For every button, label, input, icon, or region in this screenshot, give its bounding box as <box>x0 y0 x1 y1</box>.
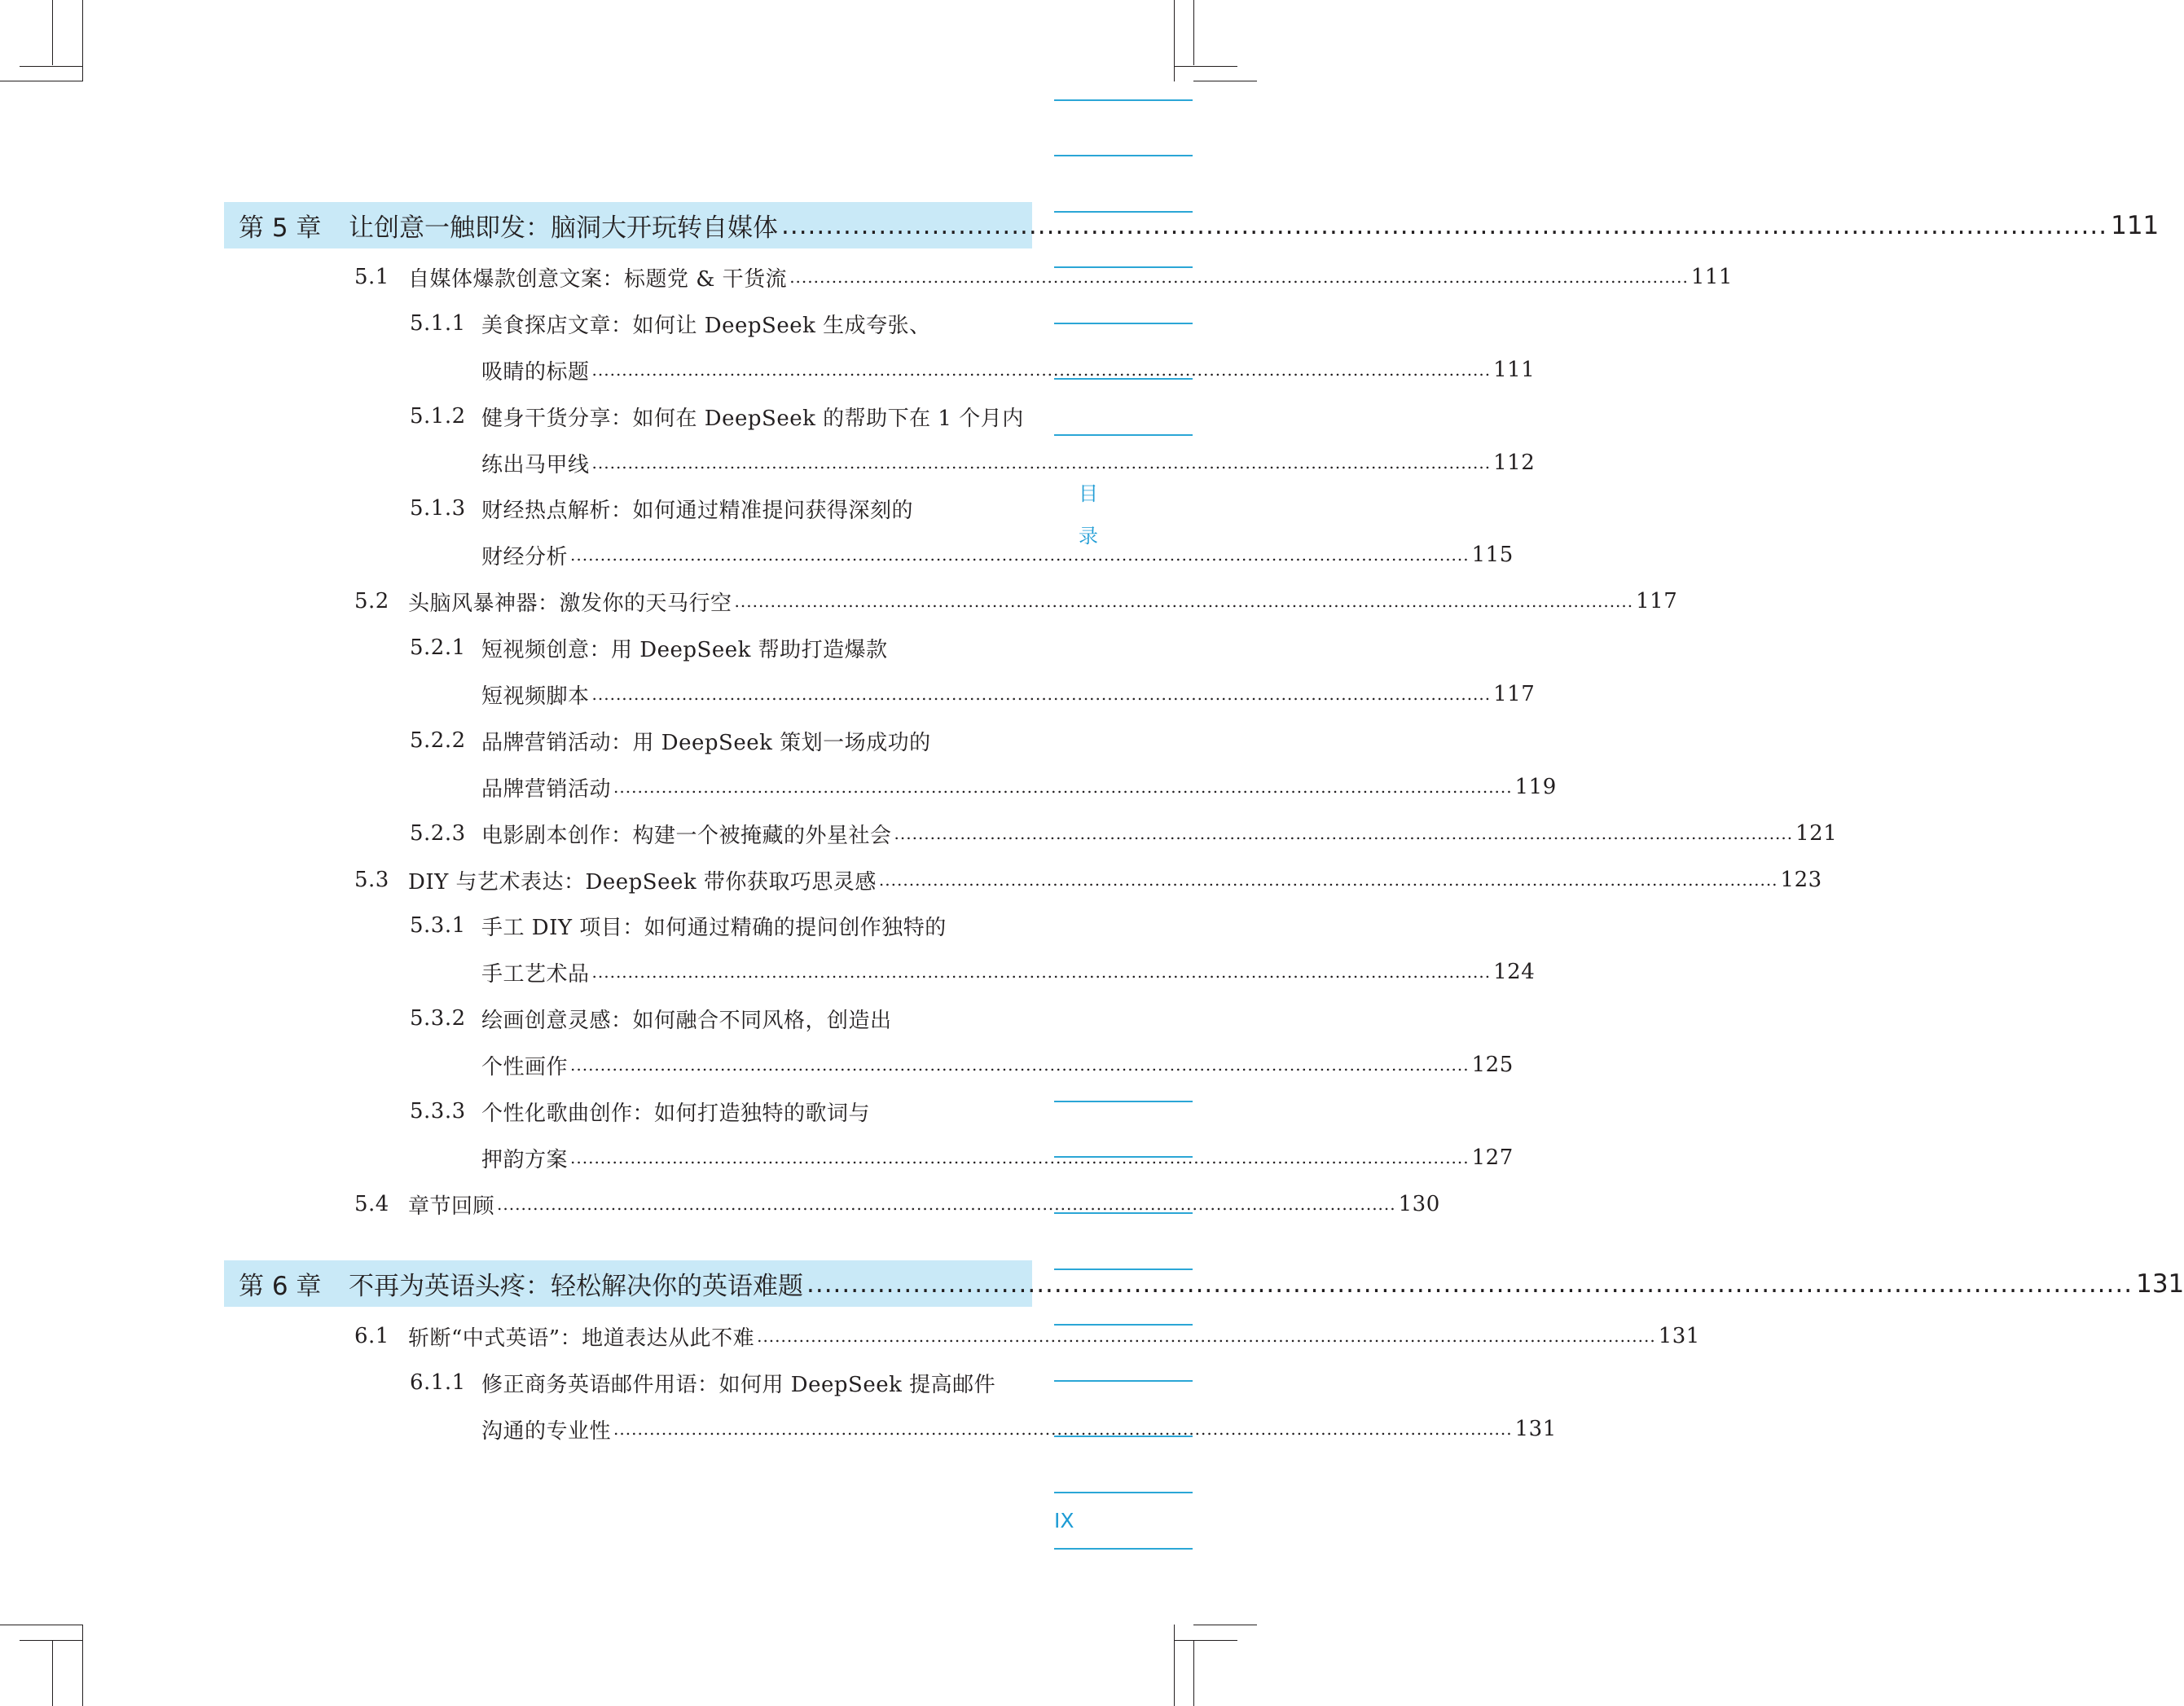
toc-entry-subsection[interactable] <box>410 1366 1019 1399</box>
chapter-number: 第 6 章 <box>239 1272 322 1301</box>
dot-leader: ...................................................................................................................................................... <box>591 360 1492 380</box>
entry-title: 绘画创意灵感：如何融合不同风格，创造出 <box>481 1008 892 1033</box>
margin-rule <box>1054 1101 1193 1102</box>
toc-entry-section[interactable] <box>354 1320 1700 1352</box>
entry-page: 115 <box>1471 543 1514 567</box>
entry-page: 131 <box>1658 1324 1700 1348</box>
crop-mark <box>20 66 83 67</box>
entry-title: 电影剧本创作：构建一个被掩藏的外星社会 <box>481 823 892 848</box>
dot-leader: ...................................................................................................................................................... <box>878 870 1778 890</box>
entry-number: 5.4 <box>354 1192 389 1216</box>
chapter-page: 131 <box>2136 1269 2184 1299</box>
side-label-char: 录 <box>1079 525 1098 547</box>
dot-leader: ...................................................................................................................................................... <box>894 824 1794 843</box>
toc-entry-section[interactable] <box>354 261 1733 293</box>
dot-leader: ...................................................................................................................................................... <box>757 1326 1656 1346</box>
toc-entry-subsection[interactable] <box>410 817 1838 850</box>
crop-mark <box>82 0 83 81</box>
entry-title: 斩断“中式英语”：地道表达从此不难 <box>408 1326 755 1351</box>
entry-page: 125 <box>1471 1053 1514 1077</box>
dot-leader: ...................................................................................................................................................... <box>734 591 1634 611</box>
chapter-title: 让创意一触即发：脑洞大开玩转自媒体 <box>349 213 778 243</box>
crop-mark <box>52 1641 53 1706</box>
entry-number: 6.1.1 <box>410 1370 466 1395</box>
entry-title: 个性画作 <box>481 1054 569 1079</box>
crop-mark <box>1174 1625 1175 1706</box>
entry-number: 5.1.2 <box>410 404 466 429</box>
entry-title: 头脑风暴神器：激发你的天马行空 <box>408 591 732 616</box>
entry-number: 5.1.1 <box>410 311 466 336</box>
entry-page: 123 <box>1780 868 1822 892</box>
margin-rule <box>1054 323 1193 324</box>
dot-leader: ...................................................................................................................................................... <box>613 1419 1513 1439</box>
toc-entry-subsection[interactable] <box>410 1002 1019 1035</box>
entry-title: 短视频脚本 <box>481 684 590 709</box>
entry-title: 自媒体爆款创意文案：标题党 & 干货流 <box>408 266 788 292</box>
entry-page: 117 <box>1493 682 1536 706</box>
crop-mark <box>1174 1640 1237 1641</box>
toc-entry-continuation[interactable] <box>481 539 1514 571</box>
page-number: IX <box>1054 1509 1074 1532</box>
toc-entry-continuation[interactable] <box>481 354 1536 386</box>
entry-page: 111 <box>1690 265 1733 289</box>
entry-page: 117 <box>1636 589 1678 613</box>
entry-number: 5.2.1 <box>410 635 466 660</box>
entry-page: 127 <box>1471 1145 1514 1170</box>
entry-page: 131 <box>1514 1417 1557 1441</box>
entry-number: 5.2.3 <box>410 821 466 846</box>
entry-title: 美食探店文章：如何让 DeepSeek 生成夸张、 <box>481 313 931 338</box>
entry-number: 5.1 <box>354 265 389 289</box>
dot-leader: ...................................................................................................................................................... <box>613 777 1513 797</box>
toc-entry-subsection[interactable] <box>410 400 1024 433</box>
chapter-number: 第 5 章 <box>239 213 322 243</box>
dot-leader: ...................................................................................................................................................... <box>806 1269 2133 1299</box>
toc-entry-subsection[interactable] <box>410 492 1019 525</box>
entry-title: 修正商务英语邮件用语：如何用 DeepSeek 提高邮件 <box>481 1372 996 1397</box>
entry-number: 5.3.1 <box>410 913 466 938</box>
entry-title: 章节回顾 <box>408 1194 495 1219</box>
margin-rule <box>1054 99 1193 101</box>
toc-entry-section[interactable] <box>354 585 1678 618</box>
dot-leader: ...................................................................................................................................................... <box>789 267 1689 287</box>
dot-leader: ...................................................................................................................................................... <box>497 1194 1396 1214</box>
toc-entry-continuation[interactable] <box>481 446 1536 479</box>
entry-title: 财经热点解析：如何通过精准提问获得深刻的 <box>481 498 914 523</box>
entry-page: 119 <box>1514 775 1557 799</box>
toc-entry-subsection[interactable] <box>410 909 1019 942</box>
chapter-heading[interactable] <box>224 202 2160 248</box>
entry-title: 吸睛的标题 <box>481 359 590 385</box>
entry-number: 5.2 <box>354 589 389 613</box>
toc-entry-subsection[interactable] <box>410 1095 1019 1128</box>
chapter-heading[interactable] <box>224 1260 2184 1307</box>
margin-rule <box>1054 434 1193 436</box>
dot-leader: ...................................................................................................................................................... <box>781 210 2108 240</box>
margin-rule <box>1054 1380 1193 1382</box>
dot-leader: ...................................................................................................................................................... <box>570 1055 1470 1075</box>
crop-mark <box>1193 0 1194 65</box>
toc-entry-subsection[interactable] <box>410 724 1019 757</box>
chapter-page: 111 <box>2111 210 2160 240</box>
entry-page: 121 <box>1795 821 1838 846</box>
dot-leader: ...................................................................................................................................................... <box>570 1148 1470 1167</box>
entry-number: 5.3 <box>354 868 389 892</box>
entry-page: 124 <box>1493 960 1536 984</box>
entry-title: 手工 DIY 项目：如何通过精确的提问创作独特的 <box>481 915 947 940</box>
margin-rule <box>1054 155 1193 156</box>
toc-entry-continuation[interactable] <box>481 1049 1514 1081</box>
entry-title: 手工艺术品 <box>481 961 590 987</box>
entry-title: 沟通的专业性 <box>481 1418 612 1444</box>
entry-title: 财经分析 <box>481 544 569 569</box>
toc-entry-continuation[interactable] <box>481 1413 1557 1445</box>
entry-page: 112 <box>1493 451 1536 475</box>
margin-rule <box>1054 1492 1193 1493</box>
entry-number: 5.3.2 <box>410 1006 466 1031</box>
toc-entry-section[interactable] <box>354 864 1822 896</box>
toc-entry-continuation[interactable] <box>481 956 1536 988</box>
entry-number: 5.1.3 <box>410 496 466 521</box>
dot-leader: ...................................................................................................................................................... <box>591 962 1492 982</box>
crop-mark <box>82 1625 83 1706</box>
chapter-title: 不再为英语头疼：轻松解决你的英语难题 <box>349 1272 803 1301</box>
entry-title: 短视频创意：用 DeepSeek 帮助打造爆款 <box>481 637 888 662</box>
side-label-char: 目 <box>1079 482 1098 505</box>
entry-page: 111 <box>1493 358 1536 382</box>
entry-title: 品牌营销活动 <box>481 776 612 802</box>
toc-entry-subsection[interactable] <box>410 307 1019 340</box>
entry-page: 130 <box>1398 1192 1440 1216</box>
toc-entry-subsection[interactable] <box>410 631 1019 664</box>
toc-entry-section[interactable] <box>354 1188 1440 1220</box>
entry-title: 练出马甲线 <box>481 452 590 477</box>
entry-title: 健身干货分享：如何在 DeepSeek 的帮助下在 1 个月内 <box>481 406 1024 431</box>
toc-entry-continuation[interactable] <box>481 678 1536 710</box>
crop-mark <box>52 0 53 65</box>
dot-leader: ...................................................................................................................................................... <box>591 684 1492 704</box>
crop-mark <box>1193 1641 1194 1706</box>
toc-entry-continuation[interactable] <box>481 771 1557 803</box>
entry-number: 5.3.3 <box>410 1099 466 1123</box>
entry-title: 个性化歌曲创作：如何打造独特的歌词与 <box>481 1101 871 1126</box>
entry-number: 5.2.2 <box>410 728 466 753</box>
entry-title: DIY 与艺术表达：DeepSeek 带你获取巧思灵感 <box>408 869 877 895</box>
crop-mark <box>20 1640 83 1641</box>
toc-entry-continuation[interactable] <box>481 1141 1514 1174</box>
dot-leader: ...................................................................................................................................................... <box>570 545 1470 565</box>
margin-rule <box>1054 1324 1193 1326</box>
margin-rule <box>1054 1548 1193 1550</box>
entry-title: 品牌营销活动：用 DeepSeek 策划一场成功的 <box>481 730 931 755</box>
dot-leader: ...................................................................................................................................................... <box>591 453 1492 473</box>
entry-number: 6.1 <box>354 1324 389 1348</box>
entry-title: 押韵方案 <box>481 1147 569 1172</box>
